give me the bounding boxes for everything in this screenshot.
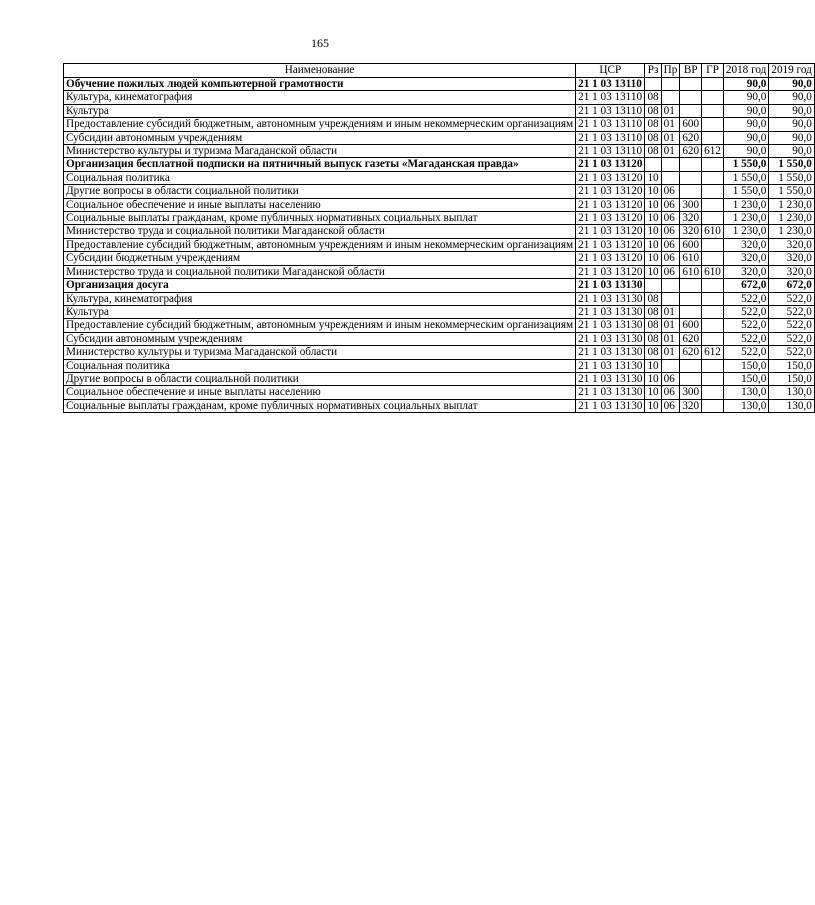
cell-gr xyxy=(702,252,724,265)
cell-gr xyxy=(702,198,724,211)
column-header-csr: ЦСР xyxy=(576,64,645,78)
cell-pr: 06 xyxy=(661,185,680,198)
cell-2019: 320,0 xyxy=(769,238,814,251)
cell-pr: 01 xyxy=(661,346,680,359)
cell-vr: 320 xyxy=(680,399,702,412)
cell-vr: 320 xyxy=(680,225,702,238)
cell-2019: 1 230,0 xyxy=(769,212,814,225)
cell-rz: 10 xyxy=(645,386,661,399)
cell-name: Социальное обеспечение и иные выплаты населению xyxy=(64,198,576,211)
cell-gr xyxy=(702,78,724,91)
cell-2019: 320,0 xyxy=(769,265,814,278)
cell-2018: 90,0 xyxy=(723,91,768,104)
column-header-gr: ГР xyxy=(702,64,724,78)
table-row xyxy=(64,104,815,117)
cell-pr: 06 xyxy=(661,386,680,399)
cell-rz xyxy=(645,78,661,91)
cell-2019: 1 550,0 xyxy=(769,158,814,171)
cell-csr: 21 1 03 13110 xyxy=(576,145,645,158)
cell-2018: 320,0 xyxy=(723,265,768,278)
table-row xyxy=(64,238,815,251)
cell-csr: 21 1 03 13130 xyxy=(576,359,645,372)
cell-gr xyxy=(702,171,724,184)
cell-gr xyxy=(702,399,724,412)
cell-name: Предоставление субсидий бюджетным, автономным учреждениям и иным некоммерческим организациям xyxy=(64,118,576,131)
table-row xyxy=(64,332,815,345)
column-header-2018: 2018 год xyxy=(723,64,768,78)
cell-pr xyxy=(661,78,680,91)
cell-csr: 21 1 03 13130 xyxy=(576,386,645,399)
cell-csr: 21 1 03 13120 xyxy=(576,171,645,184)
cell-vr xyxy=(680,305,702,318)
table-row xyxy=(64,252,815,265)
cell-vr: 320 xyxy=(680,212,702,225)
cell-2018: 1 230,0 xyxy=(723,198,768,211)
cell-pr: 06 xyxy=(661,212,680,225)
cell-rz: 10 xyxy=(645,372,661,385)
cell-gr xyxy=(702,279,724,292)
cell-2019: 90,0 xyxy=(769,145,814,158)
table-row xyxy=(64,265,815,278)
cell-gr xyxy=(702,359,724,372)
cell-csr: 21 1 03 13110 xyxy=(576,104,645,117)
cell-gr xyxy=(702,305,724,318)
cell-rz: 08 xyxy=(645,332,661,345)
cell-rz: 08 xyxy=(645,292,661,305)
cell-2018: 130,0 xyxy=(723,386,768,399)
cell-csr: 21 1 03 13110 xyxy=(576,131,645,144)
cell-pr: 06 xyxy=(661,252,680,265)
cell-2018: 522,0 xyxy=(723,305,768,318)
table-row xyxy=(64,118,815,131)
cell-gr xyxy=(702,372,724,385)
cell-rz: 08 xyxy=(645,91,661,104)
cell-name: Предоставление субсидий бюджетным, автономным учреждениям и иным некоммерческим организациям xyxy=(64,238,576,251)
cell-2018: 1 550,0 xyxy=(723,171,768,184)
cell-csr: 21 1 03 13120 xyxy=(576,185,645,198)
cell-pr: 01 xyxy=(661,305,680,318)
cell-2019: 130,0 xyxy=(769,386,814,399)
cell-gr xyxy=(702,104,724,117)
cell-gr: 610 xyxy=(702,265,724,278)
cell-name: Социальные выплаты гражданам, кроме публичных нормативных социальных выплат xyxy=(64,212,576,225)
cell-2019: 1 230,0 xyxy=(769,198,814,211)
table-row xyxy=(64,198,815,211)
table-row xyxy=(64,145,815,158)
cell-csr: 21 1 03 13130 xyxy=(576,319,645,332)
cell-gr xyxy=(702,386,724,399)
cell-name: Субсидии автономным учреждениям xyxy=(64,131,576,144)
cell-pr: 06 xyxy=(661,238,680,251)
table-row xyxy=(64,386,815,399)
cell-csr: 21 1 03 13120 xyxy=(576,225,645,238)
cell-gr xyxy=(702,131,724,144)
cell-2019: 150,0 xyxy=(769,359,814,372)
cell-name: Министерство труда и социальной политики Магаданской области xyxy=(64,265,576,278)
cell-name: Социальная политика xyxy=(64,171,576,184)
column-header-rz: Рз xyxy=(645,64,661,78)
cell-pr: 06 xyxy=(661,372,680,385)
cell-csr: 21 1 03 13110 xyxy=(576,118,645,131)
cell-name: Социальные выплаты гражданам, кроме публичных нормативных социальных выплат xyxy=(64,399,576,412)
cell-name: Другие вопросы в области социальной политики xyxy=(64,372,576,385)
cell-csr: 21 1 03 13130 xyxy=(576,346,645,359)
cell-csr: 21 1 03 13120 xyxy=(576,198,645,211)
cell-rz: 08 xyxy=(645,131,661,144)
cell-gr xyxy=(702,118,724,131)
cell-name: Культура, кинематография xyxy=(64,91,576,104)
cell-2019: 90,0 xyxy=(769,78,814,91)
cell-csr: 21 1 03 13120 xyxy=(576,158,645,171)
cell-name: Министерство культуры и туризма Магаданской области xyxy=(64,145,576,158)
cell-name: Социальная политика xyxy=(64,359,576,372)
cell-rz: 10 xyxy=(645,212,661,225)
cell-pr: 01 xyxy=(661,104,680,117)
cell-pr xyxy=(661,279,680,292)
cell-2018: 320,0 xyxy=(723,238,768,251)
table-row xyxy=(64,372,815,385)
cell-rz: 10 xyxy=(645,359,661,372)
cell-rz: 08 xyxy=(645,319,661,332)
cell-gr xyxy=(702,319,724,332)
cell-vr xyxy=(680,292,702,305)
cell-vr: 620 xyxy=(680,131,702,144)
cell-2018: 150,0 xyxy=(723,359,768,372)
table-row xyxy=(64,91,815,104)
cell-2018: 522,0 xyxy=(723,292,768,305)
cell-name: Другие вопросы в области социальной политики xyxy=(64,185,576,198)
cell-pr: 01 xyxy=(661,319,680,332)
cell-csr: 21 1 03 13130 xyxy=(576,399,645,412)
cell-2018: 90,0 xyxy=(723,78,768,91)
column-header-pr: Пр xyxy=(661,64,680,78)
cell-rz: 10 xyxy=(645,198,661,211)
table-header-row xyxy=(64,64,815,78)
table-row xyxy=(64,292,815,305)
cell-2019: 130,0 xyxy=(769,399,814,412)
cell-2018: 90,0 xyxy=(723,104,768,117)
budget-table xyxy=(63,63,815,413)
cell-2019: 1 230,0 xyxy=(769,225,814,238)
cell-pr: 01 xyxy=(661,131,680,144)
cell-2018: 1 230,0 xyxy=(723,225,768,238)
cell-gr xyxy=(702,91,724,104)
cell-rz: 10 xyxy=(645,185,661,198)
cell-2018: 672,0 xyxy=(723,279,768,292)
cell-rz: 10 xyxy=(645,252,661,265)
table-row xyxy=(64,131,815,144)
cell-2018: 90,0 xyxy=(723,131,768,144)
cell-pr xyxy=(661,171,680,184)
cell-vr xyxy=(680,91,702,104)
cell-gr: 610 xyxy=(702,225,724,238)
table-row xyxy=(64,78,815,91)
cell-vr xyxy=(680,359,702,372)
cell-vr: 620 xyxy=(680,346,702,359)
cell-2019: 320,0 xyxy=(769,252,814,265)
cell-vr: 300 xyxy=(680,198,702,211)
cell-vr xyxy=(680,185,702,198)
cell-rz: 08 xyxy=(645,104,661,117)
cell-csr: 21 1 03 13110 xyxy=(576,78,645,91)
cell-csr: 21 1 03 13130 xyxy=(576,372,645,385)
cell-2019: 90,0 xyxy=(769,104,814,117)
cell-name: Предоставление субсидий бюджетным, автономным учреждениям и иным некоммерческим организациям xyxy=(64,319,576,332)
cell-name: Министерство труда и социальной политики Магаданской области xyxy=(64,225,576,238)
table-row xyxy=(64,185,815,198)
cell-name: Министерство культуры и туризма Магаданской области xyxy=(64,346,576,359)
cell-name: Обучение пожилых людей компьютерной грамотности xyxy=(64,78,576,91)
cell-2019: 522,0 xyxy=(769,319,814,332)
cell-name: Субсидии бюджетным учреждениям xyxy=(64,252,576,265)
cell-pr xyxy=(661,91,680,104)
cell-2019: 1 550,0 xyxy=(769,185,814,198)
cell-rz: 08 xyxy=(645,346,661,359)
cell-2019: 90,0 xyxy=(769,118,814,131)
cell-pr xyxy=(661,359,680,372)
cell-pr: 01 xyxy=(661,332,680,345)
cell-2018: 90,0 xyxy=(723,118,768,131)
cell-vr: 300 xyxy=(680,386,702,399)
cell-pr: 01 xyxy=(661,118,680,131)
cell-name: Культура, кинематография xyxy=(64,292,576,305)
cell-name: Организация досуга xyxy=(64,279,576,292)
cell-csr: 21 1 03 13120 xyxy=(576,252,645,265)
cell-2019: 672,0 xyxy=(769,279,814,292)
cell-pr: 01 xyxy=(661,145,680,158)
cell-rz: 08 xyxy=(645,305,661,318)
table-row xyxy=(64,319,815,332)
table-row xyxy=(64,158,815,171)
table-row xyxy=(64,399,815,412)
table-row xyxy=(64,279,815,292)
cell-vr xyxy=(680,171,702,184)
cell-gr: 612 xyxy=(702,346,724,359)
cell-pr: 06 xyxy=(661,225,680,238)
cell-vr xyxy=(680,372,702,385)
cell-pr xyxy=(661,292,680,305)
cell-vr xyxy=(680,104,702,117)
cell-rz: 10 xyxy=(645,399,661,412)
cell-pr: 06 xyxy=(661,198,680,211)
cell-2018: 1 550,0 xyxy=(723,185,768,198)
table-row xyxy=(64,346,815,359)
cell-2018: 130,0 xyxy=(723,399,768,412)
cell-name: Культура xyxy=(64,305,576,318)
cell-2018: 522,0 xyxy=(723,346,768,359)
cell-gr xyxy=(702,212,724,225)
cell-csr: 21 1 03 13120 xyxy=(576,238,645,251)
cell-vr: 600 xyxy=(680,238,702,251)
cell-vr: 610 xyxy=(680,265,702,278)
cell-name: Культура xyxy=(64,104,576,117)
cell-2019: 1 550,0 xyxy=(769,171,814,184)
column-header-name: Наименование xyxy=(64,64,576,78)
cell-pr: 06 xyxy=(661,399,680,412)
column-header-2019: 2019 год xyxy=(769,64,814,78)
cell-vr xyxy=(680,158,702,171)
cell-pr xyxy=(661,158,680,171)
cell-vr: 610 xyxy=(680,252,702,265)
cell-name: Организация бесплатной подписки на пятничный выпуск газеты «Магаданская правда» xyxy=(64,158,576,171)
table-row xyxy=(64,212,815,225)
page-number: 165 xyxy=(311,36,329,50)
cell-gr xyxy=(702,185,724,198)
cell-csr: 21 1 03 13130 xyxy=(576,292,645,305)
cell-rz: 10 xyxy=(645,225,661,238)
cell-2019: 522,0 xyxy=(769,332,814,345)
cell-rz xyxy=(645,279,661,292)
table-row xyxy=(64,305,815,318)
cell-2018: 1 230,0 xyxy=(723,212,768,225)
cell-2019: 90,0 xyxy=(769,131,814,144)
cell-vr xyxy=(680,78,702,91)
cell-csr: 21 1 03 13110 xyxy=(576,91,645,104)
cell-csr: 21 1 03 13120 xyxy=(576,265,645,278)
cell-gr xyxy=(702,238,724,251)
cell-rz: 10 xyxy=(645,238,661,251)
cell-name: Субсидии автономным учреждениям xyxy=(64,332,576,345)
cell-gr xyxy=(702,158,724,171)
cell-vr: 600 xyxy=(680,319,702,332)
cell-vr xyxy=(680,279,702,292)
cell-2019: 150,0 xyxy=(769,372,814,385)
cell-csr: 21 1 03 13130 xyxy=(576,332,645,345)
cell-2018: 1 550,0 xyxy=(723,158,768,171)
cell-csr: 21 1 03 13130 xyxy=(576,279,645,292)
cell-vr: 620 xyxy=(680,332,702,345)
cell-rz: 08 xyxy=(645,118,661,131)
cell-csr: 21 1 03 13130 xyxy=(576,305,645,318)
cell-gr: 612 xyxy=(702,145,724,158)
cell-2019: 522,0 xyxy=(769,305,814,318)
cell-pr: 06 xyxy=(661,265,680,278)
cell-name: Социальное обеспечение и иные выплаты населению xyxy=(64,386,576,399)
cell-2018: 150,0 xyxy=(723,372,768,385)
cell-vr: 600 xyxy=(680,118,702,131)
table-row xyxy=(64,171,815,184)
cell-rz xyxy=(645,158,661,171)
cell-2018: 522,0 xyxy=(723,332,768,345)
cell-2019: 522,0 xyxy=(769,346,814,359)
cell-2019: 522,0 xyxy=(769,292,814,305)
cell-gr xyxy=(702,332,724,345)
cell-rz: 08 xyxy=(645,145,661,158)
cell-2018: 320,0 xyxy=(723,252,768,265)
table-row xyxy=(64,225,815,238)
table-row xyxy=(64,359,815,372)
cell-gr xyxy=(702,292,724,305)
cell-2018: 522,0 xyxy=(723,319,768,332)
cell-vr: 620 xyxy=(680,145,702,158)
cell-rz: 10 xyxy=(645,171,661,184)
cell-2019: 90,0 xyxy=(769,91,814,104)
cell-csr: 21 1 03 13120 xyxy=(576,212,645,225)
column-header-vr: ВР xyxy=(680,64,702,78)
cell-2018: 90,0 xyxy=(723,145,768,158)
cell-rz: 10 xyxy=(645,265,661,278)
